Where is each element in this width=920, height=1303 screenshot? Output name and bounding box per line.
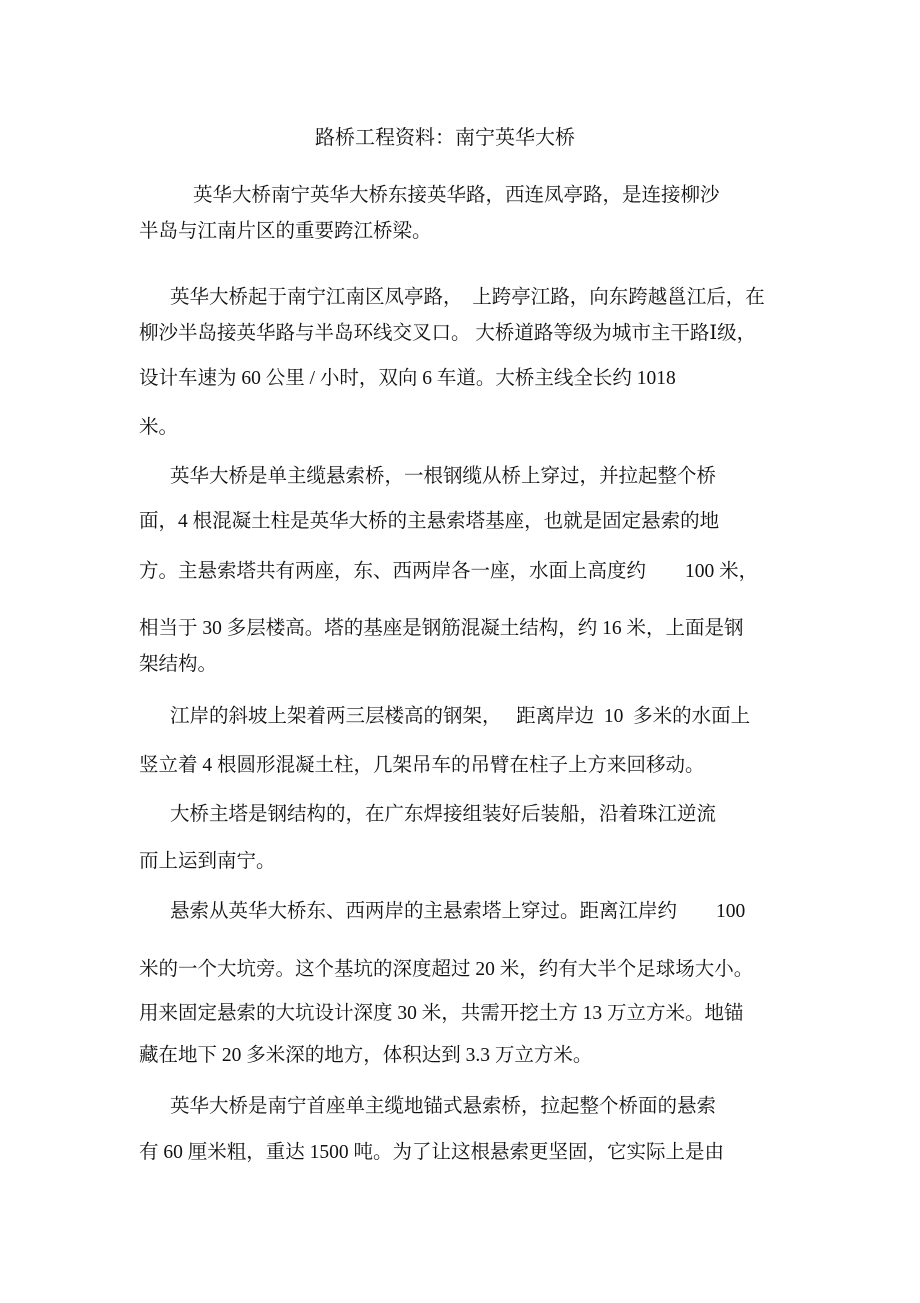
text-line: 英华大桥南宁英华大桥东接英华路，西连凤亭路，是连接柳沙 xyxy=(193,185,720,206)
text-line: 江岸的斜坡上架着两三层楼高的钢架， 距离岸边 10 多米的水面上 xyxy=(170,706,751,727)
document-title: 路桥工程资料：南宁英华大桥 xyxy=(315,127,575,149)
text-line: 有 60 厘米粗，重达 1500 吨。为了让这根悬索更坚固，它实际上是由 xyxy=(139,1142,725,1163)
text-line: 米的一个大坑旁。这个基坑的深度超过 20 米，约有大半个足球场大小。 xyxy=(139,959,754,980)
text-line: 大桥主塔是钢结构的，在广东焊接组装好后装船，沿着珠江逆流 xyxy=(170,804,717,825)
text-line: 英华大桥起于南宁江南区凤亭路， 上跨亭江路，向东跨越邕江后，在 xyxy=(170,287,765,308)
text-line: 藏在地下 20 多米深的地方，体积达到 3.3 万立方米。 xyxy=(139,1045,593,1066)
text-line: 英华大桥是南宁首座单主缆地锚式悬索桥，拉起整个桥面的悬索 xyxy=(170,1096,717,1117)
text-line: 英华大桥是单主缆悬索桥，一根钢缆从桥上穿过，并拉起整个桥 xyxy=(170,466,717,487)
text-line: 而上运到南宁。 xyxy=(139,851,276,872)
text-line: 面，4 根混凝土柱是英华大桥的主悬索塔基座，也就是固定悬索的地 xyxy=(139,511,720,532)
text-line: 架结构。 xyxy=(139,654,218,675)
text-line: 半岛与江南片区的重要跨江桥梁。 xyxy=(139,221,432,242)
text-line: 设计车速为 60 公里 / 小时，双向 6 车道。大桥主线全长约 1018 xyxy=(139,368,676,389)
text-line: 相当于 30 多层楼高。塔的基座是钢筋混凝土结构，约 16 米，上面是钢 xyxy=(139,618,744,639)
text-line: 柳沙半岛接英华路与半岛环线交叉口。 大桥道路等级为城市主干路Ⅰ级， xyxy=(139,323,757,344)
text-line: 竖立着 4 根圆形混凝土柱，几架吊车的吊臂在柱子上方来回移动。 xyxy=(139,755,705,776)
text-line: 用来固定悬索的大坑设计深度 30 米，共需开挖土方 13 万立方米。地锚 xyxy=(139,1003,744,1024)
text-line: 悬索从英华大桥东、西两岸的主悬索塔上穿过。距离江岸约 100 xyxy=(170,901,746,922)
text-line: 米。 xyxy=(139,417,179,438)
text-line: 方。主悬索塔共有两座，东、西两岸各一座，水面上高度约 100 米， xyxy=(139,561,759,582)
